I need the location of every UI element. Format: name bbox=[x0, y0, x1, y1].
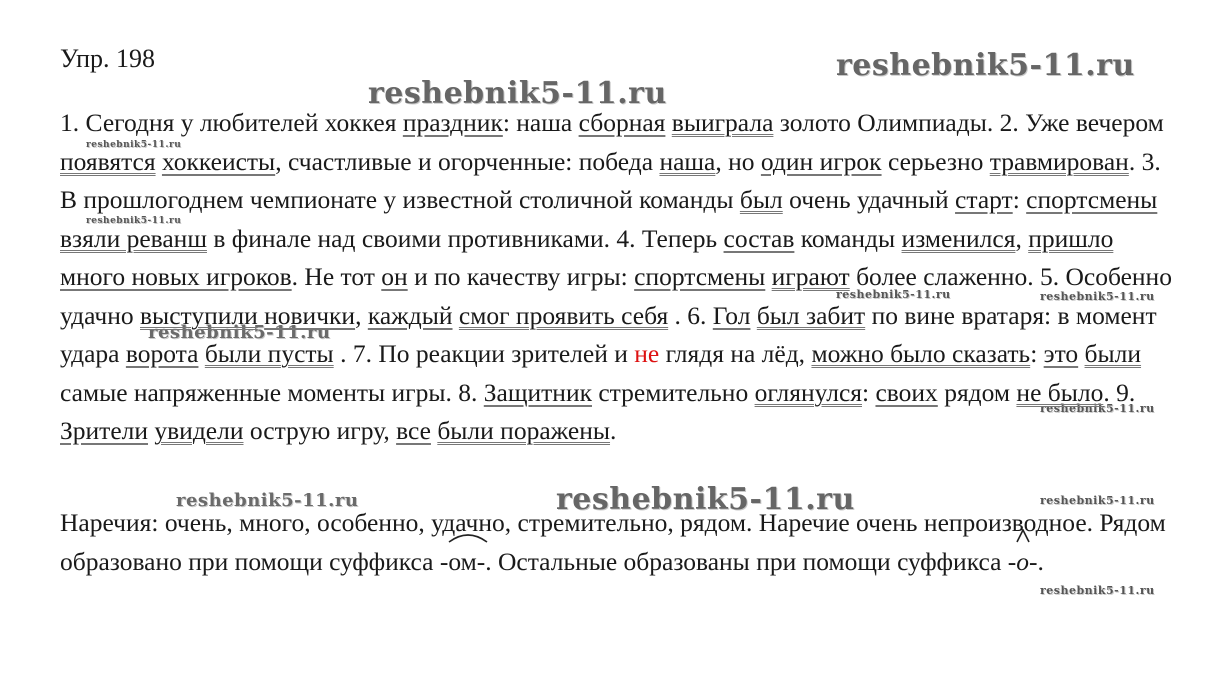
subject: это bbox=[1043, 339, 1079, 368]
text-fragment: золото Олимпиады. 2. Уже вечером bbox=[773, 108, 1164, 137]
text-fragment: . 9. bbox=[1103, 377, 1136, 407]
text-fragment: , bbox=[355, 300, 368, 330]
text-fragment: . Не тот bbox=[291, 262, 382, 291]
predicate: были поражены bbox=[437, 416, 611, 445]
subject: сборная bbox=[578, 108, 666, 137]
subject: праздник bbox=[402, 108, 503, 137]
subject: все bbox=[396, 416, 431, 445]
subject: спортсмены bbox=[1026, 185, 1158, 214]
predicate: выступили bbox=[140, 300, 258, 330]
text-fragment: , bbox=[1015, 223, 1029, 253]
exercise-text bbox=[60, 104, 1180, 451]
subject: хоккеисты bbox=[161, 146, 276, 176]
subject: спортсмены bbox=[634, 262, 766, 291]
watermark-small-4: reshebnik5-11.ru bbox=[1040, 290, 1155, 303]
predicate: был bbox=[739, 185, 783, 214]
predicate: был забит bbox=[756, 300, 866, 330]
text-fragment: -. Остальные образованы при помощи суффикса - bbox=[476, 546, 1017, 576]
watermark-top-right: reshebnik5-11.ru bbox=[836, 48, 1135, 83]
predicate: наша bbox=[659, 146, 716, 176]
text-fragment: : bbox=[1012, 185, 1027, 214]
subject: новички bbox=[264, 300, 356, 330]
predicate: травмирован bbox=[989, 146, 1129, 176]
predicate: взяли реванш bbox=[60, 223, 207, 253]
suffix-om bbox=[448, 543, 476, 582]
watermark-top-center: reshebnik5-11.ru bbox=[368, 76, 667, 111]
text-fragment: . 4. Теперь bbox=[603, 223, 724, 253]
watermark-small-5: reshebnik5-11.ru bbox=[1040, 402, 1155, 415]
watermark-small-2: reshebnik5-11.ru bbox=[86, 216, 182, 226]
suffix-arc-icon bbox=[448, 529, 488, 543]
text-fragment: очень удачный bbox=[782, 185, 956, 214]
subject: старт bbox=[955, 185, 1013, 214]
text-fragment: в финале над своими противниками bbox=[206, 223, 604, 253]
subject: каждый bbox=[367, 300, 453, 330]
predicate: увидели bbox=[154, 416, 244, 445]
subject: он bbox=[381, 262, 408, 291]
text-fragment: 1. Сегодня у любителей хоккея bbox=[60, 108, 403, 137]
watermark-small-3: reshebnik5-11.ru bbox=[836, 288, 951, 301]
text-fragment: по вине вратаря: в момент удара bbox=[60, 300, 1157, 368]
particle-ne: не bbox=[634, 339, 660, 368]
adverbs-paragraph bbox=[60, 504, 1170, 581]
predicate: появятся bbox=[60, 146, 156, 176]
text-fragment: острую игру, bbox=[243, 416, 397, 445]
predicate: не было bbox=[1016, 377, 1104, 407]
watermark-small-6: reshebnik5-11.ru bbox=[1040, 494, 1155, 507]
exercise-title: Упр. 198 bbox=[60, 44, 156, 73]
text-fragment: : наша bbox=[502, 108, 579, 137]
suffix-text: о bbox=[1016, 546, 1030, 576]
suffix-text: ом bbox=[448, 546, 477, 576]
watermark-small-7: reshebnik5-11.ru bbox=[1040, 584, 1155, 597]
text-fragment: -. bbox=[1029, 546, 1044, 576]
watermark-small-1: reshebnik5-11.ru bbox=[86, 140, 182, 150]
suffix-o bbox=[1016, 543, 1029, 582]
text-fragment: . 6. bbox=[668, 300, 713, 330]
text-fragment: глядя на лёд, bbox=[659, 339, 812, 368]
predicate: пришло bbox=[1028, 223, 1114, 253]
text-fragment: самые напряженные моменты игры. 8. bbox=[60, 377, 484, 407]
predicate: играют bbox=[771, 262, 850, 291]
subject: своих bbox=[875, 377, 938, 407]
subject: состав bbox=[723, 223, 795, 253]
watermark-mid-2: reshebnik5-11.ru bbox=[176, 490, 359, 511]
text-fragment: : bbox=[1030, 339, 1044, 368]
text-fragment: : bbox=[862, 377, 876, 407]
predicate: изменился bbox=[901, 223, 1016, 253]
subject: один игрок bbox=[760, 146, 882, 176]
predicate: были пусты bbox=[204, 339, 334, 368]
text-fragment: рядом bbox=[937, 377, 1017, 407]
text-fragment: команды bbox=[794, 223, 902, 253]
subject: ворота bbox=[125, 339, 199, 368]
watermark-bottom-center: reshebnik5-11.ru bbox=[556, 482, 855, 517]
predicate: смог проявить себя bbox=[458, 300, 669, 330]
text-fragment: более слаженно. 5. Особенно удачно bbox=[60, 262, 1172, 330]
text-fragment: . bbox=[610, 416, 617, 445]
predicate: оглянулся bbox=[754, 377, 862, 407]
subject: Защитник bbox=[483, 377, 592, 407]
subject: много новых игроков bbox=[60, 262, 292, 291]
text-fragment: . 7. По реакции зрителей и bbox=[333, 339, 635, 368]
predicate: были bbox=[1084, 339, 1142, 368]
text-fragment: и по качеству игры: bbox=[407, 262, 635, 291]
text-fragment: . 3. В прошлогоднем чемпионате у известной столичной команды bbox=[60, 146, 1161, 214]
text-fragment: Наречия: очень, много, особенно, удачно, стремительно, рядом. Наречие очень непроизводное. Рядом образовано при помощи суффикса - bbox=[60, 508, 1166, 576]
watermark-mid-1: reshebnik5-11.ru bbox=[148, 322, 331, 343]
text-fragment: стремительно bbox=[591, 377, 755, 407]
text-fragment: , счастливые и огорченные: победа bbox=[275, 146, 660, 176]
suffix-arc-icon bbox=[1016, 529, 1030, 543]
text-fragment: серьезно bbox=[881, 146, 990, 176]
predicate: можно было сказать bbox=[811, 339, 1031, 368]
predicate: выиграла bbox=[671, 108, 774, 137]
subject: Гол bbox=[712, 300, 751, 330]
subject: Зрители bbox=[60, 416, 149, 445]
text-fragment: , но bbox=[715, 146, 761, 176]
